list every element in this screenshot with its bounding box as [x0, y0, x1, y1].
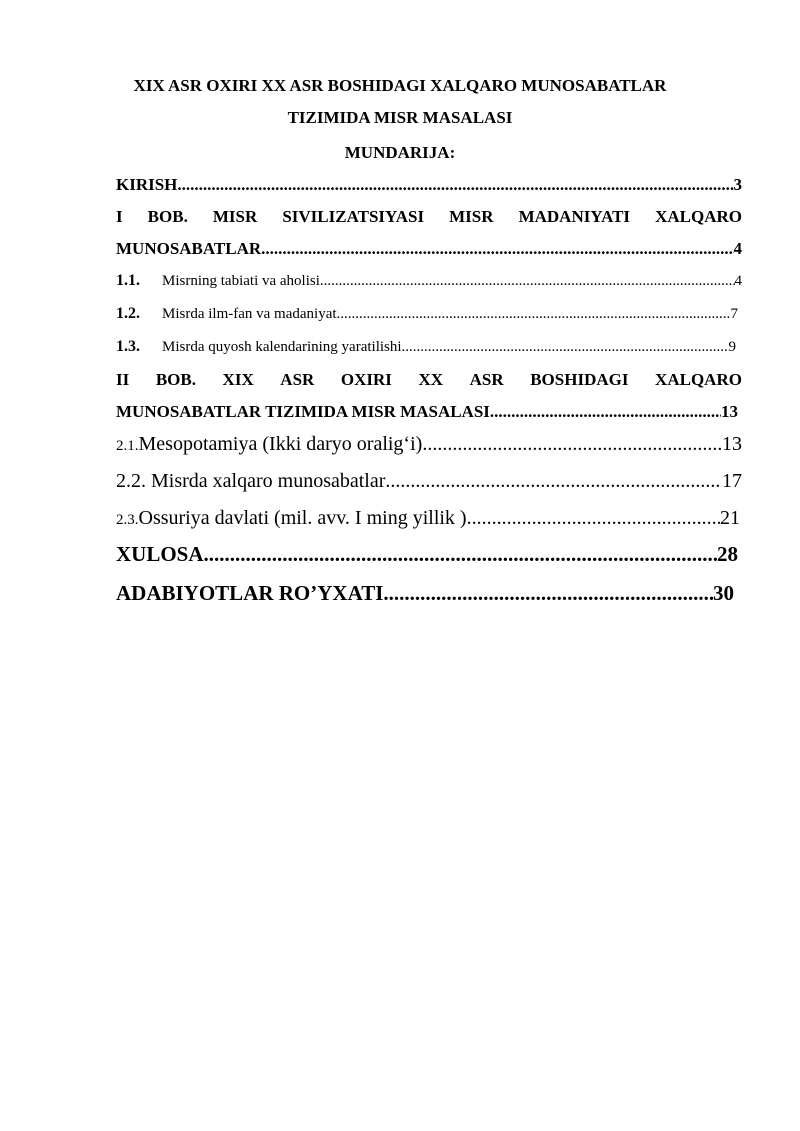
toc-entry-1-1[interactable] [116, 272, 742, 290]
leader-dots [383, 581, 713, 606]
toc-entry-2-2[interactable] [116, 470, 742, 493]
toc-entry-2-1[interactable] [116, 433, 742, 456]
toc-word: XIX [222, 370, 254, 389]
toc-word: I [116, 207, 123, 226]
toc-page-number: 13 [721, 402, 738, 421]
toc-label: Mesopotamiya (Ikki daryo oralig‘i) [138, 433, 423, 455]
toc-page-number: 4 [733, 239, 742, 258]
toc-label: Misrda ilm-fan va madaniyat [162, 306, 337, 322]
toc-page-number: 3 [733, 175, 742, 194]
leader-dots [490, 402, 721, 422]
toc-page-number: 28 [717, 542, 738, 566]
toc-section-number: 1.3. [116, 338, 140, 355]
toc-entry-1-3[interactable] [116, 338, 736, 356]
toc-label: Misrning tabiati va aholisi [162, 273, 320, 289]
toc-word: XALQARO [655, 207, 742, 226]
toc-word: MISR [449, 207, 494, 226]
toc-page-number: 21 [720, 507, 740, 529]
toc-page-number: 7 [730, 306, 738, 322]
leader-dots [385, 470, 722, 493]
toc-entry-bob2-line1[interactable] [116, 370, 742, 390]
toc-page-number: 4 [734, 273, 742, 289]
toc-word: XALQARO [655, 370, 742, 389]
toc-section-number: 2.3. [116, 512, 139, 528]
toc-word: BOSHIDAGI [530, 370, 629, 389]
toc-label: 2.2. Misrda xalqaro munosabatlar [116, 470, 386, 492]
toc-section-number: 1.2. [116, 305, 140, 322]
toc-word: II [116, 370, 130, 389]
toc-entry-bob2-line2[interactable] [116, 402, 738, 422]
toc-entry-xulosa[interactable] [116, 542, 738, 567]
toc-word: SIVILIZATSIYASI [282, 207, 425, 226]
toc-word: MADANIYATI [518, 207, 631, 226]
leader-dots [422, 433, 722, 456]
toc-label: MUNOSABATLAR TIZIMIDA MISR MASALASI [116, 402, 490, 421]
leader-dots [320, 273, 735, 290]
toc-word: OXIRI [340, 370, 392, 389]
toc-page-number: 13 [722, 433, 742, 455]
toc-word: ASR [469, 370, 504, 389]
toc-page-number: 30 [713, 581, 734, 605]
toc-word: BOB. [147, 207, 188, 226]
toc-entry-adabiyotlar[interactable] [116, 581, 734, 606]
toc-page-number: 17 [722, 470, 742, 492]
toc-word: BOB. [155, 370, 196, 389]
toc-entry-kirish[interactable] [116, 175, 742, 195]
leader-dots [402, 339, 729, 356]
toc-label: KIRISH [116, 175, 178, 194]
toc-page-number: 9 [728, 339, 736, 355]
leader-dots [204, 542, 717, 567]
toc-label: MUNOSABATLAR [116, 239, 262, 258]
toc-entry-2-3[interactable] [116, 507, 740, 530]
toc-label: Ossuriya davlati (mil. avv. I ming yillik ). [138, 507, 472, 529]
contents-heading: MUNDARIJA: [344, 143, 456, 162]
toc-word: ASR [280, 370, 315, 389]
toc-section-number: 1.1. [116, 272, 140, 289]
title-line-1: XIX ASR OXIRI XX ASR BOSHIDAGI XALQARO MUNOSABATLAR [133, 76, 667, 95]
toc-word: XX [418, 370, 444, 389]
leader-dots [177, 175, 733, 195]
leader-dots [472, 507, 720, 530]
toc-label: XULOSA [116, 542, 204, 566]
toc-label: ADABIYOTLAR RO’YXATI [116, 581, 384, 605]
toc-entry-bob1-line1[interactable] [116, 207, 742, 227]
leader-dots [337, 306, 731, 323]
leader-dots [261, 239, 733, 259]
title-line-2: TIZIMIDA MISR MASALASI [287, 108, 513, 127]
toc-section-number: 2.1. [116, 438, 139, 454]
toc-entry-bob1-line2[interactable] [116, 239, 742, 259]
toc-word: MISR [212, 207, 258, 226]
toc-label: Misrda quyosh kalendarining yaratilishi [162, 339, 402, 355]
toc-entry-1-2[interactable] [116, 305, 738, 323]
